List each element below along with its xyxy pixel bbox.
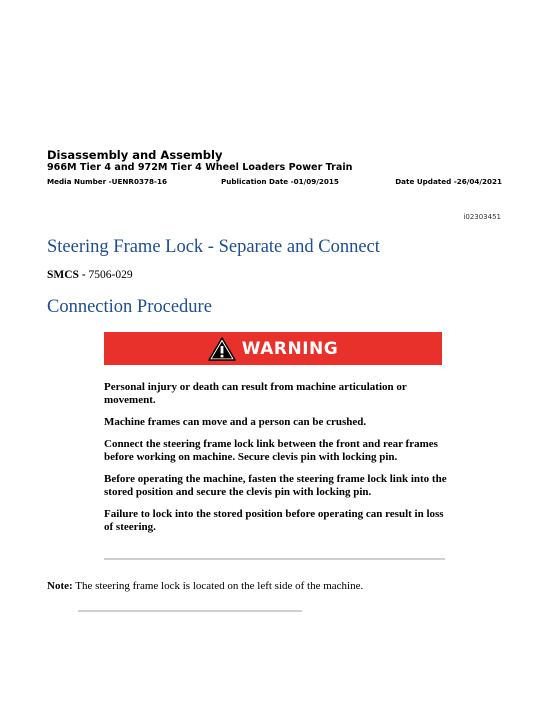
warning-paragraph: Machine frames can move and a person can be crushed. [104, 416, 367, 428]
note [47, 580, 363, 592]
publication-date: Publication Date -01/09/2015 [221, 177, 339, 186]
warning-text [104, 381, 449, 543]
document-subtitle: 966M Tier 4 and 972M Tier 4 Wheel Loaders Power Train [47, 162, 353, 173]
note-text: The steering frame lock is located on the left side of the machine. [75, 580, 364, 592]
divider [78, 610, 302, 612]
warning-paragraph: Personal injury or death can result from machine articulation or movement. [104, 381, 407, 406]
section-heading: Connection Procedure [47, 297, 212, 317]
warning-banner [104, 332, 442, 365]
smcs-code [47, 269, 133, 281]
media-number: Media Number -UENR0378-16 [47, 177, 167, 186]
warning-paragraph: Failure to lock into the stored position before operating can result in loss of steering. [104, 508, 444, 533]
date-updated: Date Updated -26/04/2021 [395, 177, 502, 186]
document-id: i02303451 [463, 213, 501, 221]
smcs-label: SMCS - [47, 269, 86, 281]
smcs-value: 7506-029 [88, 269, 133, 281]
page-title: Steering Frame Lock - Separate and Connect [47, 237, 380, 257]
warning-triangle-icon [208, 337, 236, 361]
metadata-row [47, 177, 503, 189]
warning-paragraph: Connect the steering frame lock link between the front and rear frames before working on machine. Secure clevis pin with locking pin. [104, 438, 438, 463]
divider [104, 558, 445, 560]
warning-label: WARNING [241, 338, 339, 359]
warning-paragraph: Before operating the machine, fasten the steering frame lock link into the stored position and secure the clevis pin with locking pin. [104, 473, 447, 498]
note-label: Note: [47, 580, 73, 592]
document-title: Disassembly and Assembly [47, 148, 223, 162]
